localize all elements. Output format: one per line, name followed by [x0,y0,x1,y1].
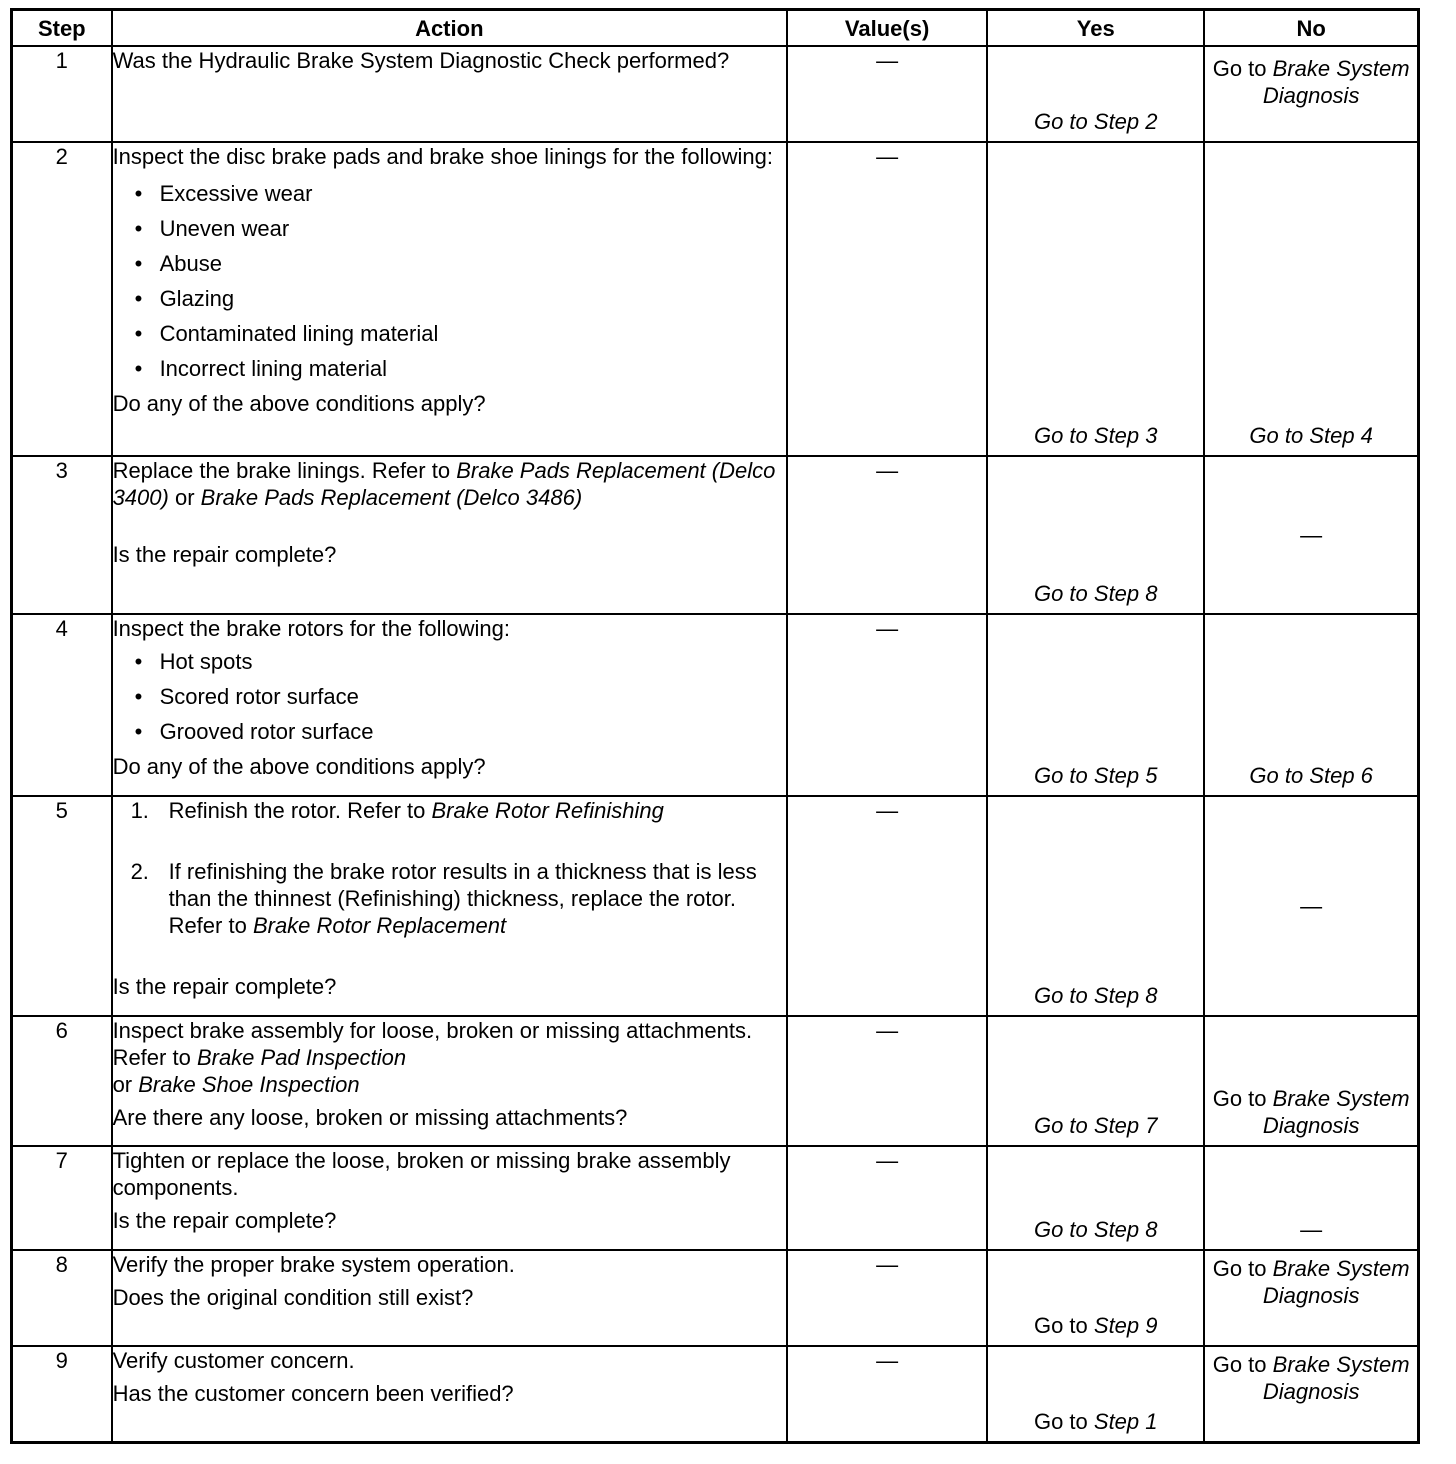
yes-link[interactable]: Go to Step 2 [1033,109,1158,134]
no-link[interactable]: Go to Step 6 [1249,763,1373,788]
list-item: • Uneven wear [135,211,786,246]
value-cell [787,46,987,142]
no-prefix: Go to [1212,1086,1273,1111]
list-item [131,797,786,824]
list-item: • Scored rotor surface [135,679,786,714]
step-number: 3 [12,456,112,614]
action-cell [112,796,787,1016]
list-item: • Abuse [135,246,786,281]
item-number: 1. [130,798,149,823]
value-dash: — [876,1348,899,1373]
table-row-step-9 [12,1346,1419,1442]
no-link-text: Brake System Diagnosis [1262,1086,1410,1138]
step-number: 7 [12,1146,112,1250]
value-dash: — [876,48,899,73]
table-row-step-1 [12,46,1419,142]
step-number: 4 [12,614,112,796]
question-text: Is the repair complete? [112,1208,337,1233]
header-action: Action [112,10,787,47]
list-item: • Glazing [135,281,786,316]
question-text: Has the customer concern been verified? [112,1381,514,1406]
no-cell [1204,614,1418,796]
table-row-step-5 [12,796,1419,1016]
yes-prefix: Go to [1033,1408,1094,1434]
value-dash: — [876,1148,899,1173]
item-text: Refinish the rotor. Refer to [168,798,432,823]
yes-link[interactable]: Go to Step 8 [1033,581,1158,606]
yes-cell [987,456,1204,614]
step-number: 9 [12,1346,112,1442]
action-text [113,457,786,511]
item-text: If refinishing the brake rotor results in a thickness that is less than the thinnest (Refinishing) thickness, replace the rotor. Refer to [168,859,757,938]
procedure-list [113,797,786,939]
value-cell [787,1146,987,1250]
no-link-text: Brake System Diagnosis [1262,56,1410,108]
list-item: • Contaminated lining material [135,316,786,351]
no-link[interactable] [1205,1255,1417,1309]
yes-cell [987,46,1204,142]
value-dash: — [876,798,899,823]
header-values: Value(s) [787,10,987,47]
action-text: Verify the proper brake system operation. [112,1252,515,1277]
question-text: Is the repair complete? [112,542,337,567]
value-dash: — [876,458,899,483]
table-row-step-8 [12,1250,1419,1346]
yes-link[interactable] [988,1408,1203,1435]
no-cell [1204,456,1418,614]
reference-link[interactable]: Brake Rotor Refinishing [431,798,664,823]
question-text: Is the repair complete? [112,974,337,999]
no-link[interactable] [1205,55,1417,109]
action-cell [112,456,787,614]
value-cell [787,1250,987,1346]
header-row [12,10,1419,47]
question-text: Do any of the above conditions apply? [112,754,486,779]
action-cell [112,1250,787,1346]
table-row-step-3 [12,456,1419,614]
question-text: Do any of the above conditions apply? [112,391,486,416]
value-cell [787,1346,987,1442]
list-item: • Hot spots [135,644,786,679]
no-dash: — [1300,1217,1323,1242]
action-cell [112,614,787,796]
table-row-step-2 [12,142,1419,456]
list-item [131,858,786,939]
no-cell [1204,142,1418,456]
step-number: 5 [12,796,112,1016]
no-cell [1204,1346,1418,1442]
header-no: No [1204,10,1418,47]
action-cell [112,1146,787,1250]
step-number: 1 [12,46,112,142]
no-dash: — [1300,522,1323,548]
reference-link[interactable]: Brake Pad Inspection [196,1045,407,1070]
value-dash: — [876,616,899,641]
value-cell [787,142,987,456]
yes-prefix: Go to [1033,1313,1094,1338]
no-link[interactable] [1205,1351,1417,1405]
action-prefix: Replace the brake linings. Refer to [112,458,457,483]
yes-link-text: Step 9 [1093,1313,1158,1338]
yes-cell [987,1250,1204,1346]
no-cell [1204,1016,1418,1146]
table-row-step-6 [12,1016,1419,1146]
list-item: • Incorrect lining material [135,351,786,386]
action-text: Was the Hydraulic Brake System Diagnostic Check performed? [112,48,730,73]
yes-cell [987,614,1204,796]
yes-link-text: Step 1 [1093,1408,1158,1434]
yes-link[interactable]: Go to Step 5 [1033,763,1158,788]
header-yes: Yes [987,10,1204,47]
question-text: Does the original condition still exist? [112,1285,474,1310]
no-prefix: Go to [1212,1256,1273,1281]
diagnostic-table [10,8,1420,1444]
no-link-text: Brake System Diagnosis [1262,1352,1410,1404]
list-item: • Grooved rotor surface [135,714,786,749]
yes-link[interactable] [988,1312,1203,1339]
value-cell [787,796,987,1016]
question-text: Are there any loose, broken or missing attachments? [112,1105,628,1130]
action-cell [112,1016,787,1146]
yes-cell [987,796,1204,1016]
action-cell [112,46,787,142]
action-connector: or [112,1072,139,1097]
table-row-step-4 [12,614,1419,796]
yes-cell [987,1346,1204,1442]
action-text: Inspect the disc brake pads and brake shoe linings for the following: [112,144,773,169]
no-cell [1204,796,1418,1016]
step-number: 6 [12,1016,112,1146]
item-number: 2. [130,859,149,884]
step-number: 2 [12,142,112,456]
no-prefix: Go to [1212,56,1273,81]
value-cell [787,456,987,614]
condition-list [113,644,786,749]
no-link[interactable] [1205,1085,1417,1139]
no-cell [1204,46,1418,142]
value-dash: — [876,144,899,169]
no-cell [1204,1146,1418,1250]
no-cell [1204,1250,1418,1346]
step-number: 8 [12,1250,112,1346]
value-dash: — [876,1018,899,1043]
yes-link[interactable]: Go to Step 3 [1033,423,1158,448]
no-link-text: Brake System Diagnosis [1262,1256,1410,1308]
header-step: Step [12,10,112,47]
reference-link[interactable]: Brake Pads Replacement (Delco 3400) [112,458,776,510]
yes-link[interactable]: Go to Step 8 [1033,983,1158,1008]
value-cell [787,614,987,796]
reference-link[interactable]: Brake Pads Replacement (Delco 3486) [200,485,583,510]
condition-list [113,176,786,386]
yes-cell [987,1146,1204,1250]
action-text: Tighten or replace the loose, broken or missing brake assembly components. [112,1148,731,1200]
yes-link[interactable]: Go to Step 8 [1033,1217,1158,1242]
yes-cell [987,1016,1204,1146]
table-row-step-7 [12,1146,1419,1250]
action-connector: or [168,485,201,510]
reference-link[interactable]: Brake Rotor Replacement [252,913,507,938]
yes-cell [987,142,1204,456]
value-cell [787,1016,987,1146]
action-cell [112,142,787,456]
value-dash: — [876,1252,899,1277]
action-prefix: Inspect brake assembly for loose, broken or missing attachments. Refer to [112,1018,753,1070]
no-dash: — [1300,893,1323,919]
yes-link[interactable]: Go to Step 7 [1033,1113,1158,1138]
list-item: • Excessive wear [135,176,786,211]
no-link[interactable]: Go to Step 4 [1249,423,1373,448]
action-text: Inspect the brake rotors for the following: [112,616,510,641]
reference-link[interactable]: Brake Shoe Inspection [138,1072,360,1097]
action-text [113,1017,786,1098]
no-prefix: Go to [1212,1352,1273,1377]
action-cell [112,1346,787,1442]
action-text: Verify customer concern. [112,1348,355,1373]
